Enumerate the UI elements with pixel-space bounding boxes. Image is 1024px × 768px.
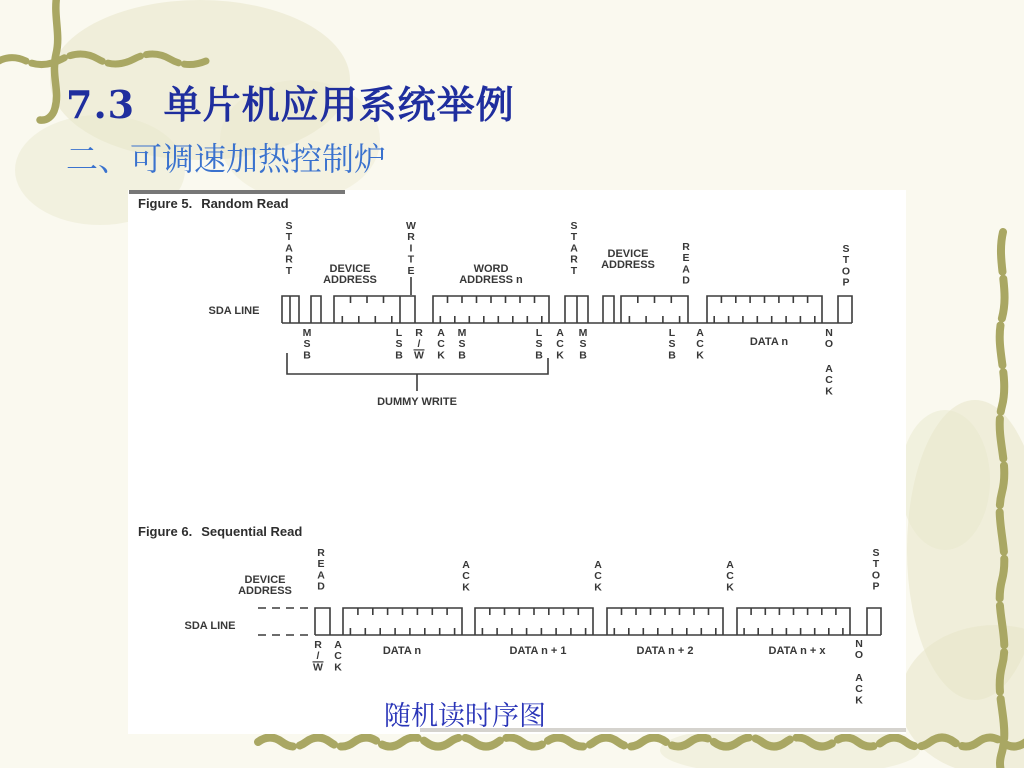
svg-text:E: E <box>407 264 415 277</box>
figure6-title <box>138 524 302 539</box>
svg-text:P: P <box>872 580 880 593</box>
svg-text:B: B <box>668 349 676 362</box>
svg-text:A: A <box>696 327 704 339</box>
svg-text:DATA n + 1: DATA n + 1 <box>509 645 567 657</box>
svg-text:K: K <box>334 661 342 674</box>
svg-text:A: A <box>726 559 734 571</box>
svg-text:A: A <box>594 559 602 571</box>
svg-text:R: R <box>285 253 293 266</box>
svg-text:A: A <box>570 242 578 255</box>
svg-text:A: A <box>556 327 564 339</box>
svg-text:DEVICE: DEVICE <box>329 263 371 275</box>
svg-text:K: K <box>855 694 863 707</box>
svg-text:A: A <box>437 327 445 339</box>
svg-text:C: C <box>556 338 564 351</box>
svg-text:T: T <box>285 231 293 244</box>
svg-text:L: L <box>395 327 403 339</box>
svg-text:SDA LINE: SDA LINE <box>208 305 260 317</box>
svg-text:R: R <box>570 253 578 266</box>
timing-diagram-fig6 <box>185 547 881 706</box>
svg-text:S: S <box>458 338 466 351</box>
svg-text:ADDRESS n: ADDRESS n <box>459 274 523 286</box>
svg-text:B: B <box>458 349 466 362</box>
svg-text:S: S <box>842 243 850 255</box>
svg-text:B: B <box>579 349 587 362</box>
svg-text:R: R <box>415 327 423 339</box>
svg-text:SDA LINE: SDA LINE <box>184 620 236 632</box>
svg-text:DATA n: DATA n <box>382 645 422 657</box>
svg-text:DATA n: DATA n <box>749 336 789 348</box>
figure5-label: Figure 5. <box>138 196 193 211</box>
svg-text:ADDRESS: ADDRESS <box>323 274 377 286</box>
svg-text:K: K <box>556 349 564 362</box>
svg-text:D: D <box>682 274 690 287</box>
svg-text:B: B <box>395 349 403 362</box>
svg-text:M: M <box>302 327 312 339</box>
svg-text:B: B <box>535 349 543 362</box>
svg-text:ADDRESS: ADDRESS <box>601 259 655 271</box>
svg-text:S: S <box>303 338 311 351</box>
svg-text:WORD: WORD <box>473 263 509 275</box>
svg-text:A: A <box>682 263 690 276</box>
svg-text:O: O <box>871 569 881 582</box>
svg-text:C: C <box>696 338 704 351</box>
svg-text:S: S <box>579 338 587 351</box>
svg-text:A: A <box>825 363 833 375</box>
svg-text:DEVICE: DEVICE <box>607 248 649 260</box>
svg-text:S: S <box>570 220 578 232</box>
figure5-name: Random Read <box>201 196 289 211</box>
caption-text: 随机读时序图 <box>384 701 546 732</box>
svg-text:C: C <box>855 683 863 696</box>
svg-text:R: R <box>407 231 415 244</box>
page-title: 7.3 单片机应用系统举例 <box>66 82 515 127</box>
page-subtitle: 二、可调速加热控制炉 <box>66 140 387 178</box>
svg-text:T: T <box>872 558 880 571</box>
svg-text:DUMMY WRITE: DUMMY WRITE <box>377 396 457 408</box>
svg-text:K: K <box>437 349 445 362</box>
svg-text:T: T <box>570 264 578 277</box>
svg-text:C: C <box>726 570 734 583</box>
svg-text:O: O <box>854 649 864 662</box>
svg-text:S: S <box>535 338 543 351</box>
svg-text:C: C <box>594 570 602 583</box>
svg-text:N: N <box>855 638 863 650</box>
svg-text:R: R <box>314 639 322 651</box>
svg-text:A: A <box>334 639 342 651</box>
svg-text:L: L <box>668 327 676 339</box>
svg-text:M: M <box>578 327 588 339</box>
svg-text:R: R <box>682 241 690 253</box>
svg-text:N: N <box>825 327 833 339</box>
svg-text:A: A <box>462 559 470 571</box>
svg-text:K: K <box>462 581 470 594</box>
svg-text:W: W <box>406 220 416 232</box>
svg-text:E: E <box>682 252 690 265</box>
svg-text:C: C <box>462 570 470 583</box>
svg-text:L: L <box>535 327 543 339</box>
svg-text:S: S <box>285 220 293 232</box>
svg-text:E: E <box>317 558 325 571</box>
svg-text:A: A <box>855 672 863 684</box>
svg-text:K: K <box>726 581 734 594</box>
svg-text:K: K <box>696 349 704 362</box>
svg-text:A: A <box>317 569 325 582</box>
svg-text:D: D <box>317 580 325 593</box>
svg-text:T: T <box>570 231 578 244</box>
figure6-name: Sequential Read <box>201 524 303 539</box>
figure5-title <box>138 196 289 211</box>
svg-text:DEVICE: DEVICE <box>244 574 286 586</box>
svg-text:T: T <box>407 253 415 266</box>
svg-text:W: W <box>414 349 424 362</box>
svg-text:B: B <box>303 349 311 362</box>
svg-text:C: C <box>334 650 342 663</box>
svg-text:T: T <box>285 264 293 277</box>
svg-text:M: M <box>457 327 467 339</box>
svg-text:O: O <box>824 338 834 351</box>
figure6-label: Figure 6. <box>138 524 193 539</box>
timing-diagram-fig5 <box>209 220 852 408</box>
svg-text:A: A <box>285 242 293 255</box>
svg-text:S: S <box>872 547 880 559</box>
svg-text:DATA n + x: DATA n + x <box>768 645 826 657</box>
svg-text:S: S <box>668 338 676 351</box>
svg-text:K: K <box>825 385 833 398</box>
svg-text:ADDRESS: ADDRESS <box>238 585 292 597</box>
svg-text:C: C <box>437 338 445 351</box>
svg-text:I: I <box>409 242 413 255</box>
svg-text:/: / <box>417 338 421 351</box>
svg-text:T: T <box>842 254 850 267</box>
svg-text:K: K <box>594 581 602 594</box>
svg-text:DATA n + 2: DATA n + 2 <box>636 645 694 657</box>
svg-text:P: P <box>842 276 850 289</box>
svg-text:W: W <box>313 661 323 674</box>
svg-text:S: S <box>395 338 403 351</box>
svg-text:R: R <box>317 547 325 559</box>
svg-text:/: / <box>316 650 320 663</box>
svg-text:C: C <box>825 374 833 387</box>
svg-text:O: O <box>841 265 851 278</box>
